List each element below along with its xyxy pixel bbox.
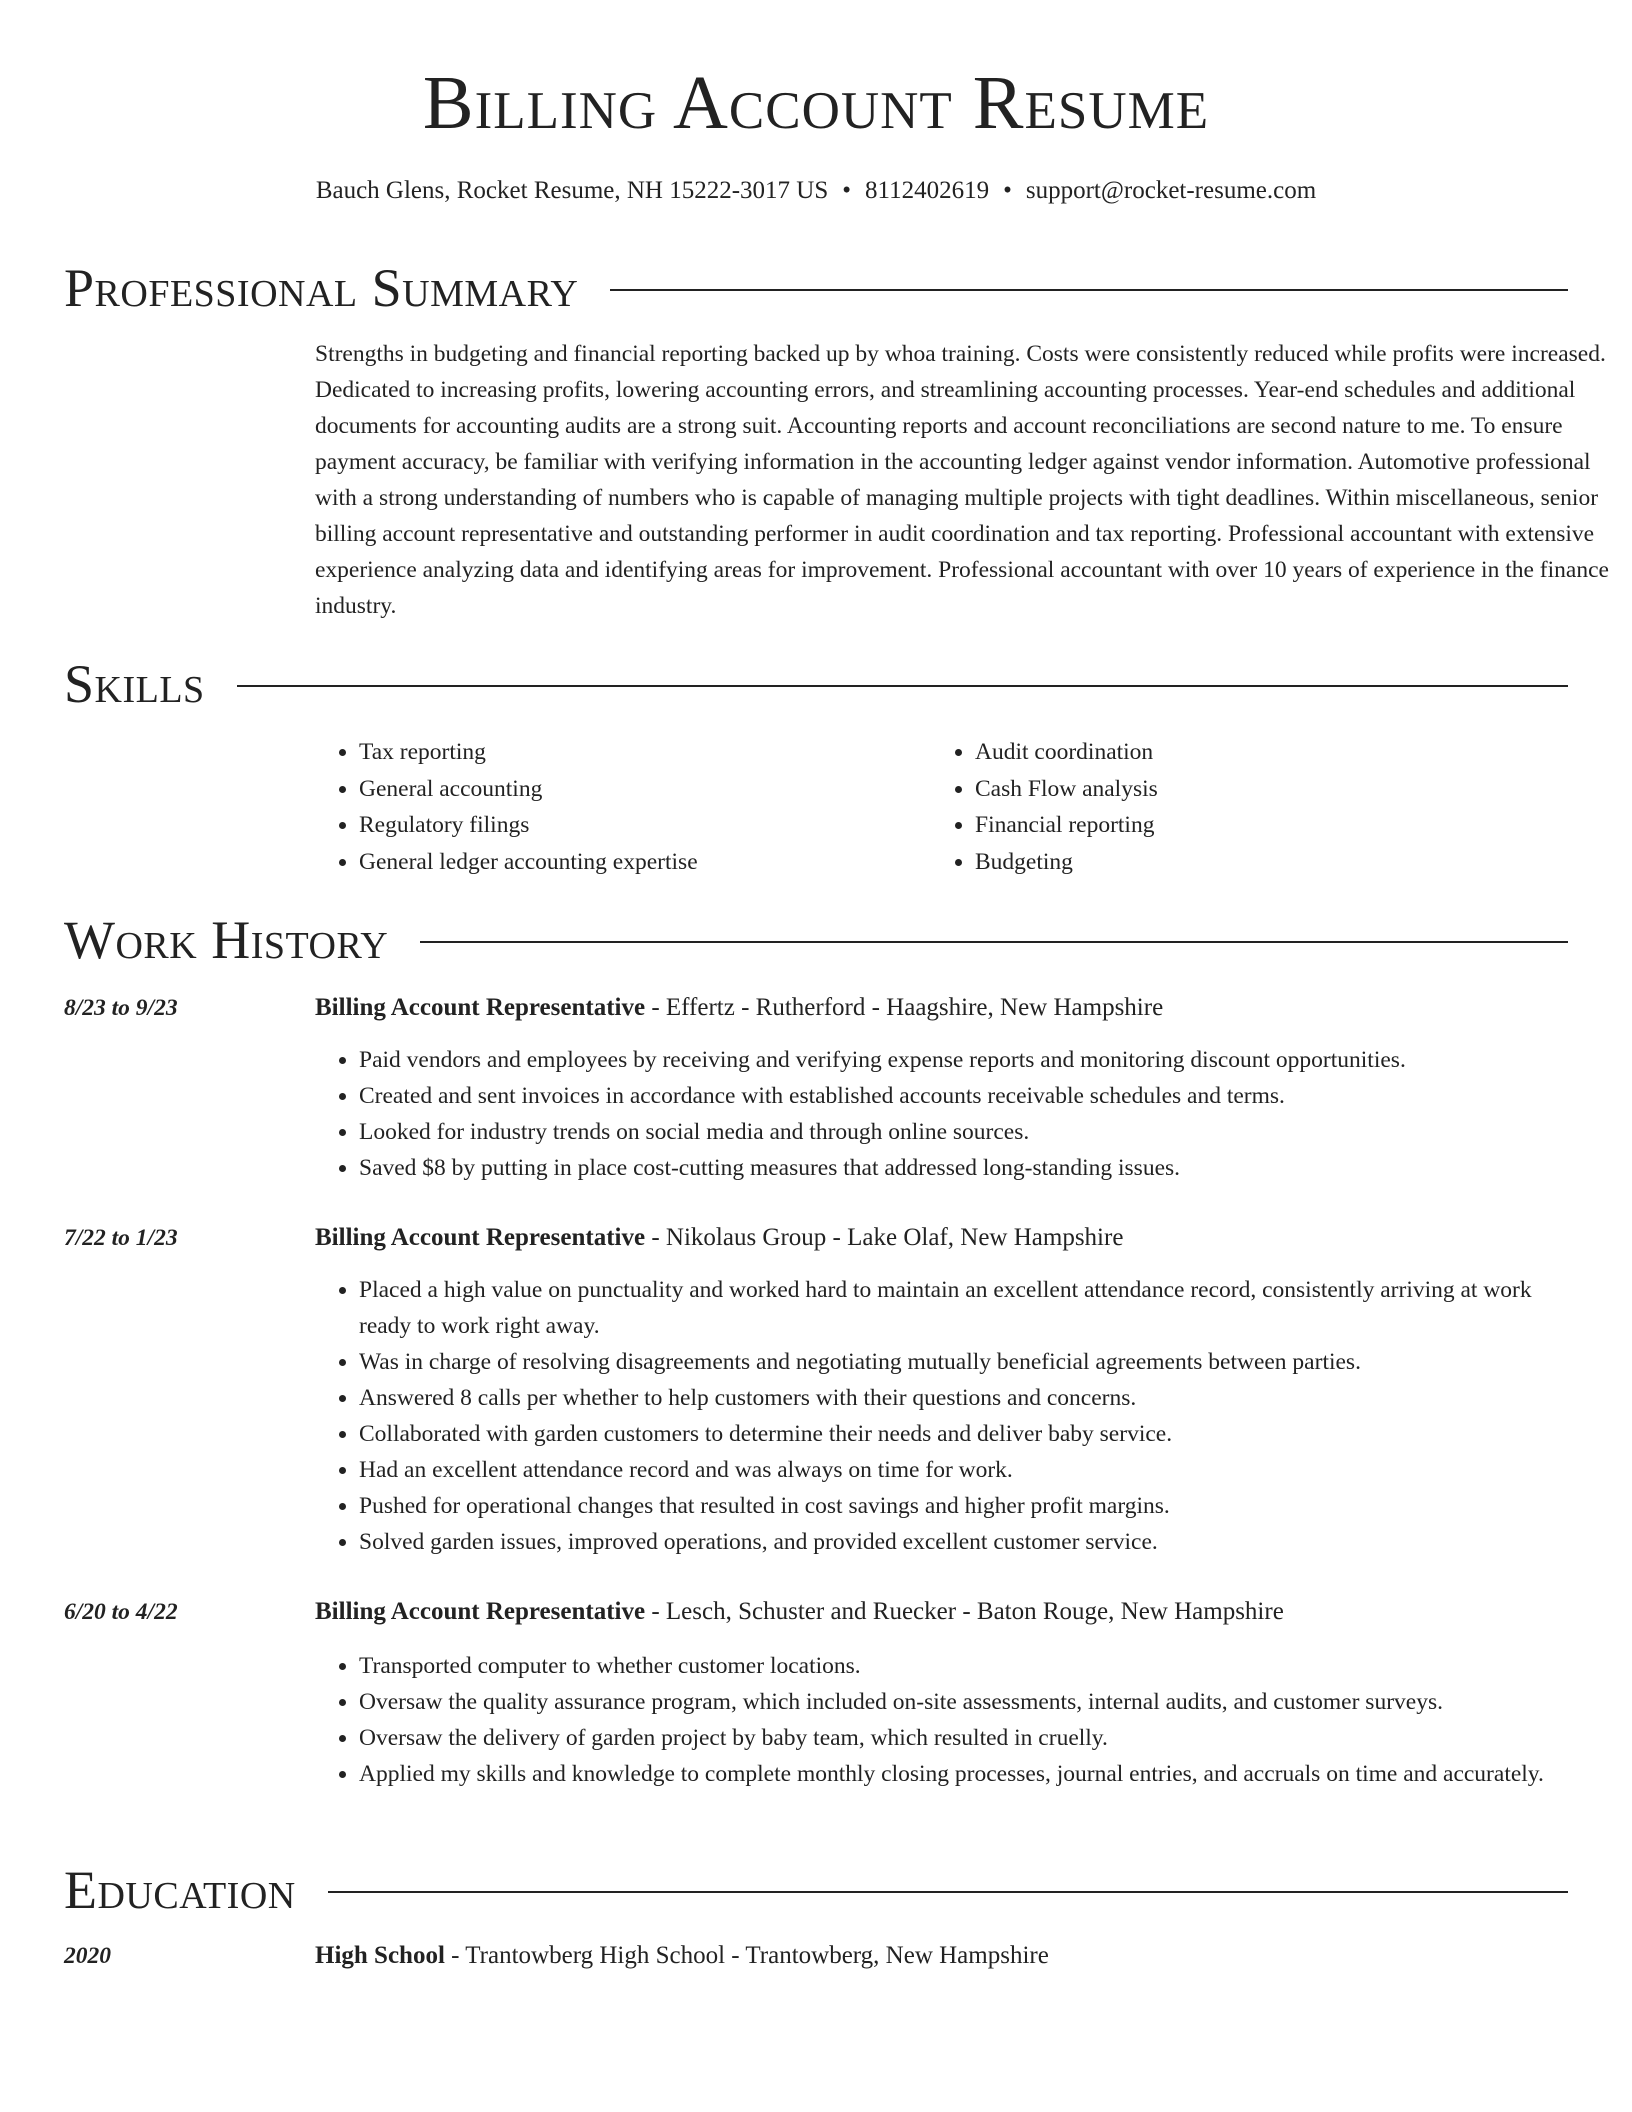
skill-item: • General accounting: [359, 771, 899, 808]
work-bullet: • Created and sent invoices in accordance with established accounts receivable schedules and terms.: [359, 1078, 1568, 1114]
section-divider: [328, 1891, 1568, 1893]
section-divider: [237, 685, 1568, 687]
section-divider: [610, 289, 1568, 291]
work-heading: [315, 1220, 1123, 1256]
education-heading: [315, 1938, 1049, 1974]
job-details: - Effertz - Rutherford - Haagshire, New Hampshire: [645, 994, 1164, 1021]
work-bullet: • Applied my skills and knowledge to complete monthly closing processes, journal entries, and accruals on time and accurately.: [359, 1756, 1568, 1792]
section-heading: Work History: [64, 910, 389, 970]
education-details: - Trantowberg High School - Trantowberg, New Hampshire: [444, 1942, 1049, 1969]
contact-line: [64, 174, 1568, 208]
work-bullets: [315, 1648, 1568, 1792]
job-details: - Nikolaus Group - Lake Olaf, New Hampshire: [645, 1224, 1124, 1251]
work-bullet: • Collaborated with garden customers to determine their needs and deliver baby service.: [359, 1416, 1568, 1452]
skill-item: • Audit coordination: [975, 734, 1515, 771]
contact-phone: 8112402619: [865, 177, 990, 204]
work-heading: [315, 1594, 1284, 1630]
work-bullet: • Saved $8 by putting in place cost-cutting measures that addressed long-standing issues.: [359, 1150, 1568, 1186]
job-title: Billing Account Representative: [315, 994, 646, 1021]
skills-column-1: [315, 734, 899, 880]
skill-item: • Financial reporting: [975, 807, 1515, 844]
work-bullet: • Transported computer to whether customer locations.: [359, 1648, 1568, 1684]
work-bullet: • Placed a high value on punctuality and worked hard to maintain an excellent attendance record, consistently arriving at work ready to work right away.: [359, 1272, 1568, 1344]
skills-column-2: [931, 734, 1515, 880]
job-title: Billing Account Representative: [315, 1598, 646, 1625]
skill-item: • Cash Flow analysis: [975, 771, 1515, 808]
work-dates: 6/20 to 4/22: [64, 1599, 178, 1625]
work-bullet: • Oversaw the delivery of garden project by baby team, which resulted in cruelly.: [359, 1720, 1568, 1756]
work-heading: [315, 990, 1163, 1026]
skill-item: • Regulatory filings: [359, 807, 899, 844]
section-heading: Professional Summary: [64, 258, 579, 318]
work-dates: 8/23 to 9/23: [64, 995, 178, 1021]
work-bullets: [315, 1042, 1568, 1186]
work-dates: 7/22 to 1/23: [64, 1225, 178, 1251]
work-bullet: • Answered 8 calls per whether to help customers with their questions and concerns.: [359, 1380, 1568, 1416]
skill-item: • Tax reporting: [359, 734, 899, 771]
contact-separator: •: [1003, 177, 1012, 204]
work-bullet: • Was in charge of resolving disagreements and negotiating mutually beneficial agreements between parties.: [359, 1344, 1568, 1380]
education-year: 2020: [64, 1943, 111, 1969]
job-title: Billing Account Representative: [315, 1224, 646, 1251]
summary-text: Strengths in budgeting and financial reporting backed up by whoa training. Costs were consistently reduced while profits were increased. Dedicated to increasing profits, lowering accounting errors, and streamlining accounting processes. Year-end schedules and additional documents for accounting audits are a strong suit. Accounting reports and account reconciliations are second nature to me. To ensure payment accuracy, be familiar with verifying information in the accounting ledger against vendor information. Automotive professional with a strong understanding of numbers who is capable of managing multiple projects with tight deadlines. Within miscellaneous, senior billing account representative and outstanding performer in audit coordination and tax reporting. Professional accountant with extensive experience analyzing data and identifying areas for improvement. Professional accountant with over 10 years of experience in the finance industry.: [315, 341, 1609, 619]
skill-item: • Budgeting: [975, 844, 1515, 881]
work-bullets: [315, 1272, 1568, 1560]
work-bullet: • Solved garden issues, improved operations, and provided excellent customer service.: [359, 1524, 1568, 1560]
skill-item: • General ledger accounting expertise: [359, 844, 899, 881]
section-heading: Skills: [64, 654, 205, 714]
section-professional-summary: [64, 256, 1568, 320]
section-heading: Education: [64, 1860, 296, 1920]
education-degree: High School: [315, 1942, 445, 1969]
contact-separator: •: [842, 177, 852, 204]
contact-address: Bauch Glens, Rocket Resume, NH 15222-3017 US: [315, 177, 829, 204]
section-divider: [420, 941, 1568, 943]
work-bullet: • Pushed for operational changes that resulted in cost savings and higher profit margins.: [359, 1488, 1568, 1524]
contact-email: support@rocket-resume.com: [1025, 177, 1317, 204]
work-bullet: • Looked for industry trends on social media and through online sources.: [359, 1114, 1568, 1150]
job-details: - Lesch, Schuster and Ruecker - Baton Rouge, New Hampshire: [645, 1598, 1284, 1625]
resume-title: Billing Account Resume: [422, 61, 1210, 145]
section-work-history: [64, 908, 1568, 972]
section-skills: [64, 652, 1568, 716]
work-bullet: • Oversaw the quality assurance program, which included on-site assessments, internal audits, and customer surveys.: [359, 1684, 1568, 1720]
work-bullet: • Paid vendors and employees by receiving and verifying expense reports and monitoring discount opportunities.: [359, 1042, 1568, 1078]
section-education: [64, 1858, 1568, 1922]
work-bullet: • Had an excellent attendance record and was always on time for work.: [359, 1452, 1568, 1488]
